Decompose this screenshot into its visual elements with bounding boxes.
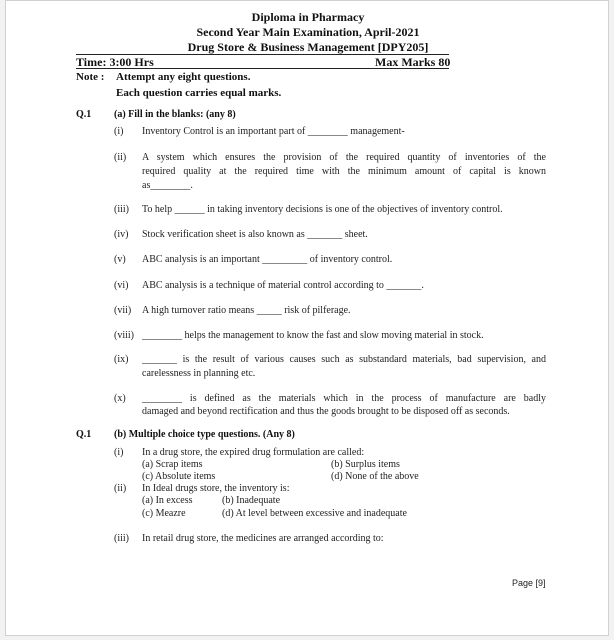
q1b-item-1-option-d: (d) None of the above (331, 471, 419, 482)
q1a-item-2-line-1: A system which ensures the provision of the required quantity of inventories of the (142, 152, 546, 163)
q1a-item-5-number: (v) (114, 254, 126, 265)
q1a-heading: (a) Fill in the blanks: (any 8) (114, 109, 236, 120)
q1a-item-1-text: Inventory Control is an important part of ________ management- (142, 126, 405, 137)
q1a-item-9-line-1: _______ is the result of various causes such as substandard materials, bad supervision, and (142, 354, 546, 365)
q1a-item-8-text: ________ helps the management to know the fast and slow moving material in stock. (142, 330, 484, 341)
exam-page (5, 0, 609, 636)
q1a-item-10-line-2: damaged and beyond rectification and thus the goods brought to be disposed off as seconds. (142, 406, 510, 417)
q1a-item-3-number: (iii) (114, 204, 129, 215)
page-number: Page [9] (512, 578, 546, 588)
q1a-item-4-number: (iv) (114, 229, 129, 240)
q1a-item-5-text: ABC analysis is an important _________ of inventory control. (142, 254, 393, 265)
q1a-item-7-number: (vii) (114, 305, 132, 316)
exam-title: Second Year Main Examination, April-2021 (196, 25, 420, 39)
q1b-item-2-option-b: (b) Inadequate (222, 495, 281, 506)
q1b-item-1-option-b: (b) Surplus items (331, 459, 400, 470)
note-label: Note : (76, 71, 105, 83)
time-label: Time: 3:00 Hrs (76, 55, 154, 69)
q1a-item-10-line-1: ________ is defined as the materials which in the process of manufacture are badly (142, 393, 546, 404)
q1b-item-1-number: (i) (114, 447, 124, 458)
q1b-item-2-number: (ii) (114, 483, 127, 494)
q1b-item-1-option-c: (c) Absolute items (142, 471, 216, 482)
q1a-item-7-text: A high turnover ratio means _____ risk of pilferage. (142, 305, 351, 316)
q1b-item-1-option-a: (a) Scrap items (142, 459, 203, 470)
q1a-item-9-line-2: carelessness in planning etc. (142, 368, 256, 379)
q1b-item-3-stem: In retail drug store, the medicines are arranged according to: (142, 533, 384, 544)
q1b-item-1-stem: In a drug store, the expired drug formulation are called: (142, 447, 365, 458)
subject-title: Drug Store & Business Management [DPY205] (187, 40, 429, 54)
q1a-item-6-text: ABC analysis is a technique of material control according to _______. (142, 280, 424, 291)
q1a-item-2-number: (ii) (114, 152, 127, 163)
q1b-item-3-number: (iii) (114, 533, 129, 544)
q1a-item-10-number: (x) (114, 393, 126, 404)
header-rule-bottom (76, 68, 449, 69)
q1a-item-2-line-2: required quality at the required time with the minimum amount of capital is known (142, 166, 546, 177)
q1b-number: Q.1 (76, 429, 92, 440)
q1b-item-2-option-c: (c) Meazre (142, 508, 186, 519)
q1a-number: Q.1 (76, 109, 92, 120)
q1a-item-2-line-3: as________. (142, 180, 193, 191)
q1b-item-2-stem: In Ideal drugs store, the inventory is: (142, 483, 290, 494)
q1a-item-9-number: (ix) (114, 354, 129, 365)
q1a-item-3-text: To help ______ in taking inventory decisions is one of the objectives of inventory control. (142, 204, 503, 215)
q1b-item-2-option-d: (d) At level between excessive and inadequate (222, 508, 407, 519)
q1a-item-1-number: (i) (114, 126, 124, 137)
q1a-item-4-text: Stock verification sheet is also known as _______ sheet. (142, 229, 368, 240)
q1a-item-6-number: (vi) (114, 280, 129, 291)
q1b-heading: (b) Multiple choice type questions. (Any 8) (114, 429, 295, 440)
note-line-1: Attempt any eight questions. (116, 71, 251, 83)
q1b-item-2-option-a: (a) In excess (142, 495, 193, 506)
course-title: Diploma in Pharmacy (251, 10, 365, 24)
q1a-item-8-number: (viii) (114, 330, 134, 341)
max-marks-label: Max Marks 80 (375, 55, 451, 69)
note-line-2: Each question carries equal marks. (116, 87, 282, 99)
